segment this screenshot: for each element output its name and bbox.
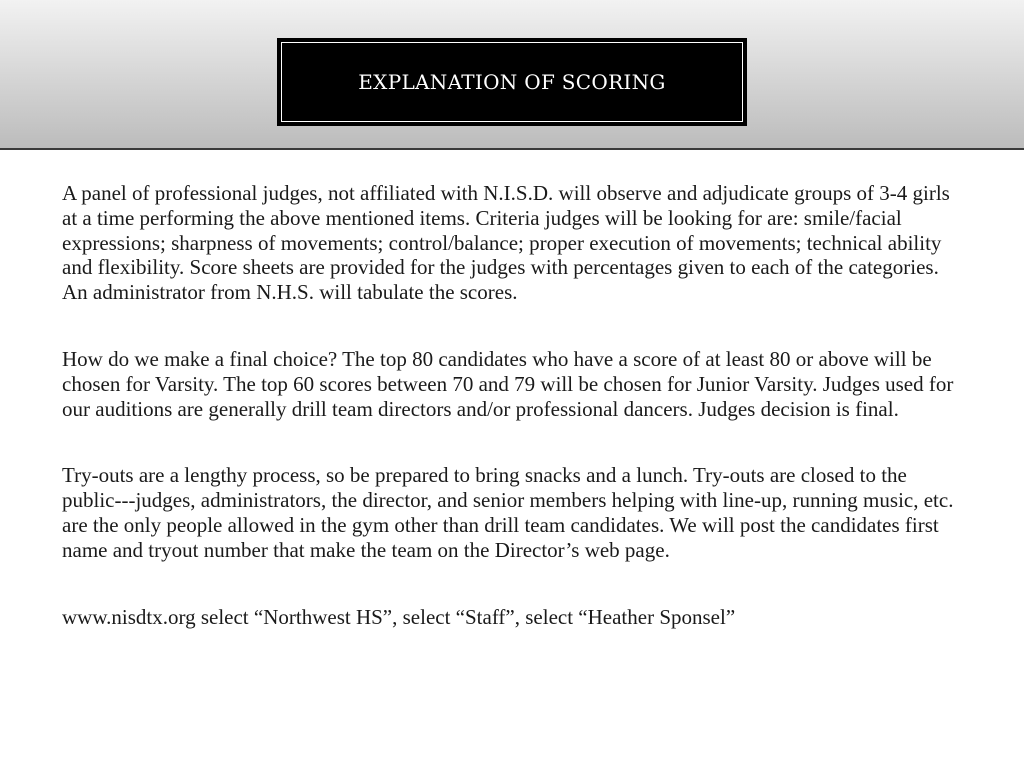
title-box [277,38,747,126]
paragraph-final-choice: How do we make a final choice? The top 80 candidates who have a score of at least 80 or above will be chosen for Varsity. The top 60 scores between 70 and 79 will be chosen for Junior Varsity. Judges used for our auditions are generally drill team directors and/or professional dancers. Judges decision is final. [62,346,954,421]
slide-title: EXPLANATION OF SCORING [358,70,666,94]
paragraph-scoring-panel: A panel of professional judges, not affiliated with N.I.S.D. will observe and adjudicate groups of 3-4 girls at a time performing the above mentioned items. Criteria judges will be looking for are: smile/facial expressions; sharpness of movements; control/balance; proper execution of movements; technical ability and flexibility. Score sheets are provided for the judges with percentages given to each of the categories. An administrator from N.H.S. will tabulate the scores. [62,181,950,305]
paragraph-website-link: www.nisdtx.org select “Northwest HS”, select “Staff”, select “Heather Sponsel” [62,604,736,629]
paragraph-tryout-process: Try-outs are a lengthy process, so be prepared to bring snacks and a lunch. Try-outs are closed to the public---judges, administrators, the director, and senior members helping with line-up, running music, etc. are the only people allowed in the gym other than drill team candidates. We will post the candidates first name and tryout number that make the team on the Director’s web page. [62,463,954,562]
title-box-border [281,42,743,122]
body-text [62,181,962,629]
